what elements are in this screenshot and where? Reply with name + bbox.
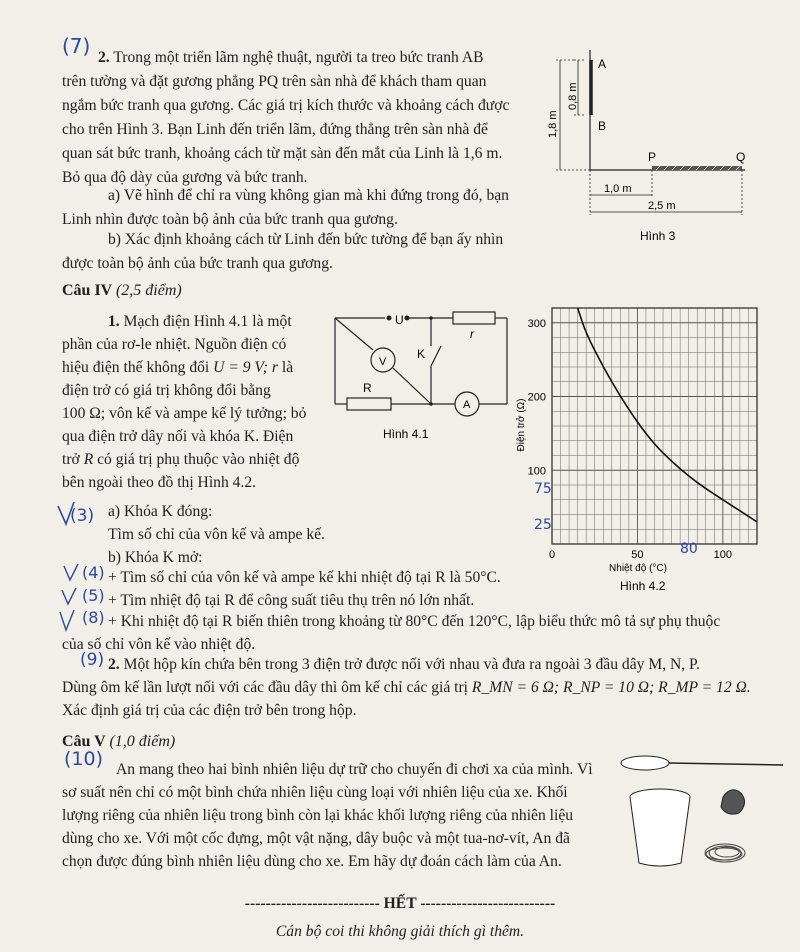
dimension-label: 2,5 m bbox=[648, 200, 676, 212]
handwritten-question-number: (8) bbox=[82, 608, 105, 627]
x-tick-label: 100 bbox=[713, 549, 733, 561]
weight-stone-icon bbox=[721, 790, 745, 814]
problem-text-line: quan sát bức tranh, khoảng cách từ mặt sàn đến mắt của Linh là 1,6 m. bbox=[62, 145, 503, 162]
problem-text-line: qua điện trở dây nối và khóa K. Điện bbox=[62, 428, 294, 445]
dimension-label: 0,8 m bbox=[567, 82, 579, 110]
problem-text-line: Trong một triển lãm nghệ thuật, người ta treo bức tranh AB bbox=[113, 49, 484, 66]
handwritten-question-number: (7) bbox=[62, 34, 91, 58]
problem-text-line: điện trở có giá trị không đổi bằng bbox=[62, 382, 271, 399]
problem-number: 1. bbox=[108, 313, 120, 330]
figure-3-diagram bbox=[540, 40, 765, 250]
handwritten-annotation: 80 bbox=[680, 541, 698, 557]
invigilator-note: Cán bộ coi thi không giải thích gì thêm. bbox=[275, 923, 525, 940]
dimension-label: 1,8 m bbox=[547, 110, 559, 138]
problem-number: 2. bbox=[108, 656, 120, 673]
problem-text-line: cho trên Hình 3. Bạn Linh đến triển lãm, đứng thẳng trên sàn nhà để bbox=[62, 121, 488, 138]
figure-caption: Hình 4.2 bbox=[620, 579, 666, 593]
problem-text-line: lượng riêng của nhiên liệu trong bình còn lại khác khối lượng riêng của nhiên liệu bbox=[62, 807, 574, 824]
label-r: r bbox=[470, 327, 474, 341]
label-v: V bbox=[379, 356, 387, 368]
subquestion-text: + Tìm số chỉ của vôn kế và ampe kế khi nhiệt độ tại R là 50°C. bbox=[108, 569, 501, 586]
subquestion-text: + Khi nhiệt độ tại R biến thiên trong khoảng từ 80°C đến 120°C, lập biểu thức mô tả sự phụ thuộc bbox=[108, 613, 721, 630]
string-coil-icon bbox=[705, 844, 745, 862]
problem-number: 2. bbox=[98, 49, 110, 66]
problem-text-line: Mạch điện Hình 4.1 là một bbox=[123, 313, 292, 330]
problem-text-line: Xác định giá trị của các điện trở bên trong hộp. bbox=[62, 702, 357, 719]
y-tick-label: 300 bbox=[527, 317, 546, 330]
problem-text-line: sơ suất nên chỉ có một bình chứa nhiên liệu cùng loại với nhiên liệu của xe. Khối bbox=[62, 784, 568, 801]
problem-text-line: bên ngoài theo đồ thị Hình 4.2. bbox=[62, 474, 257, 491]
subquestion-text: + Tìm nhiệt độ tại R để công suất tiêu thụ trên nó lớn nhất. bbox=[108, 592, 475, 609]
problem-text-line: được toàn bộ ảnh của bức tranh qua gương. bbox=[62, 255, 333, 272]
handwritten-question-number: (4) bbox=[82, 563, 105, 582]
problem-text-line: phần của rơ-le nhiệt. Nguồn điện có bbox=[62, 336, 287, 353]
problem-text-line: Linh nhìn được toàn bộ ảnh của bức tranh qua gương. bbox=[62, 211, 398, 228]
subquestion-text: của số chỉ vôn kế vào nhiệt độ. bbox=[62, 636, 256, 653]
label-R: R bbox=[363, 381, 372, 395]
circuit-diagram-4-1 bbox=[325, 306, 525, 446]
problem-text-line: trên tường và đặt gương phẳng PQ trên sàn nhà để khách tham quan bbox=[62, 73, 487, 90]
y-tick-label: 100 bbox=[527, 465, 546, 478]
problem-text-line: Dùng ôm kế lần lượt nối với các đầu dây thì ôm kế chỉ các giá trị bbox=[62, 679, 469, 696]
problem-text-line: a) Vẽ hình để chỉ ra vùng không gian mà khi đứng trong đó, bạn bbox=[108, 187, 509, 204]
screwdriver-icon bbox=[621, 756, 783, 770]
x-tick-label: 50 bbox=[631, 549, 644, 561]
figure-caption: Hình 4.1 bbox=[383, 427, 429, 441]
label-b: B bbox=[598, 119, 607, 133]
handwritten-annotation: 25 bbox=[534, 517, 552, 533]
y-axis-label: Điện trở (Ω) bbox=[516, 398, 527, 452]
problem-text-line: Một hộp kín chứa bên trong 3 điện trở được nối với nhau và đưa ra ngoài 3 đầu dây M, N, P. bbox=[123, 656, 700, 673]
x-tick-label: 0 bbox=[548, 549, 556, 561]
problem-text-line: An mang theo hai bình nhiên liệu dự trữ cho chuyến đi chơi xa của mình. Vì bbox=[116, 761, 593, 778]
problem-text-line: ngắm bức tranh qua gương. Các giá trị kích thước và khoảng cách được bbox=[62, 97, 510, 114]
label-a: A bbox=[463, 399, 471, 411]
label-u: U bbox=[395, 313, 404, 327]
handwritten-question-number: (5) bbox=[82, 586, 105, 605]
label-a: A bbox=[598, 57, 607, 71]
figure-caption: Hình 3 bbox=[640, 229, 676, 243]
label-q: Q bbox=[736, 150, 746, 164]
math-expression: U = 9 V; r bbox=[213, 359, 278, 376]
problem-text-line: Bỏ qua độ dày của gương và bức tranh. bbox=[62, 169, 308, 186]
y-tick-label: 200 bbox=[527, 391, 546, 404]
resistor-R bbox=[347, 398, 391, 410]
label-p: P bbox=[648, 150, 657, 164]
end-marker: -------------------------- HẾT -------------------------- bbox=[244, 895, 556, 912]
math-expression: R_MN = 6 Ω; R_NP = 10 Ω; R_MP = 12 Ω. bbox=[471, 679, 751, 696]
figure-4-2-chart bbox=[510, 300, 775, 595]
section-heading: Câu V (1,0 điểm) bbox=[62, 733, 176, 750]
handwritten-question-number: (9) bbox=[80, 650, 105, 670]
subquestion-title: b) Khóa K mở: bbox=[108, 549, 203, 566]
resistance-temperature-curve bbox=[578, 308, 757, 522]
problem-text-line: dùng cho xe. Với một cốc đựng, một vật nặng, dây buộc và một tua-nơ-vít, An đã bbox=[62, 830, 570, 847]
label-k: K bbox=[417, 347, 426, 361]
problem-text-line: chọn được đúng bình nhiên liệu dùng cho xe. Em hãy dự đoán cách làm của An. bbox=[62, 853, 562, 870]
terminal bbox=[405, 316, 410, 321]
problem-text-line: hiệu điện thế không đổi bbox=[62, 359, 210, 376]
terminal bbox=[387, 316, 392, 321]
section-heading: Câu IV (2,5 điểm) bbox=[62, 282, 182, 299]
subquestion-title: a) Khóa K đóng: bbox=[108, 503, 213, 520]
handwritten-question-number: (3) bbox=[70, 506, 95, 526]
problem-text-line: 100 Ω; vôn kế và ampe kế lý tưởng; bỏ bbox=[62, 405, 307, 422]
handwritten-check-marks bbox=[52, 500, 102, 640]
resistor-r bbox=[453, 312, 495, 324]
problem-text-line: b) Xác định khoảng cách từ Linh đến bức tường để bạn ấy nhìn bbox=[108, 231, 504, 248]
handwritten-question-number: (10) bbox=[64, 748, 104, 770]
cup-icon bbox=[630, 789, 690, 866]
handwritten-annotation: 75 bbox=[534, 481, 552, 497]
switch-k bbox=[431, 346, 441, 366]
subquestion-text: Tìm số chỉ của vôn kế và ampe kế. bbox=[108, 526, 325, 543]
equipment-illustration bbox=[615, 745, 790, 870]
x-axis-label: Nhiệt độ (°C) bbox=[609, 563, 667, 574]
dimension-label: 1,0 m bbox=[604, 183, 632, 195]
